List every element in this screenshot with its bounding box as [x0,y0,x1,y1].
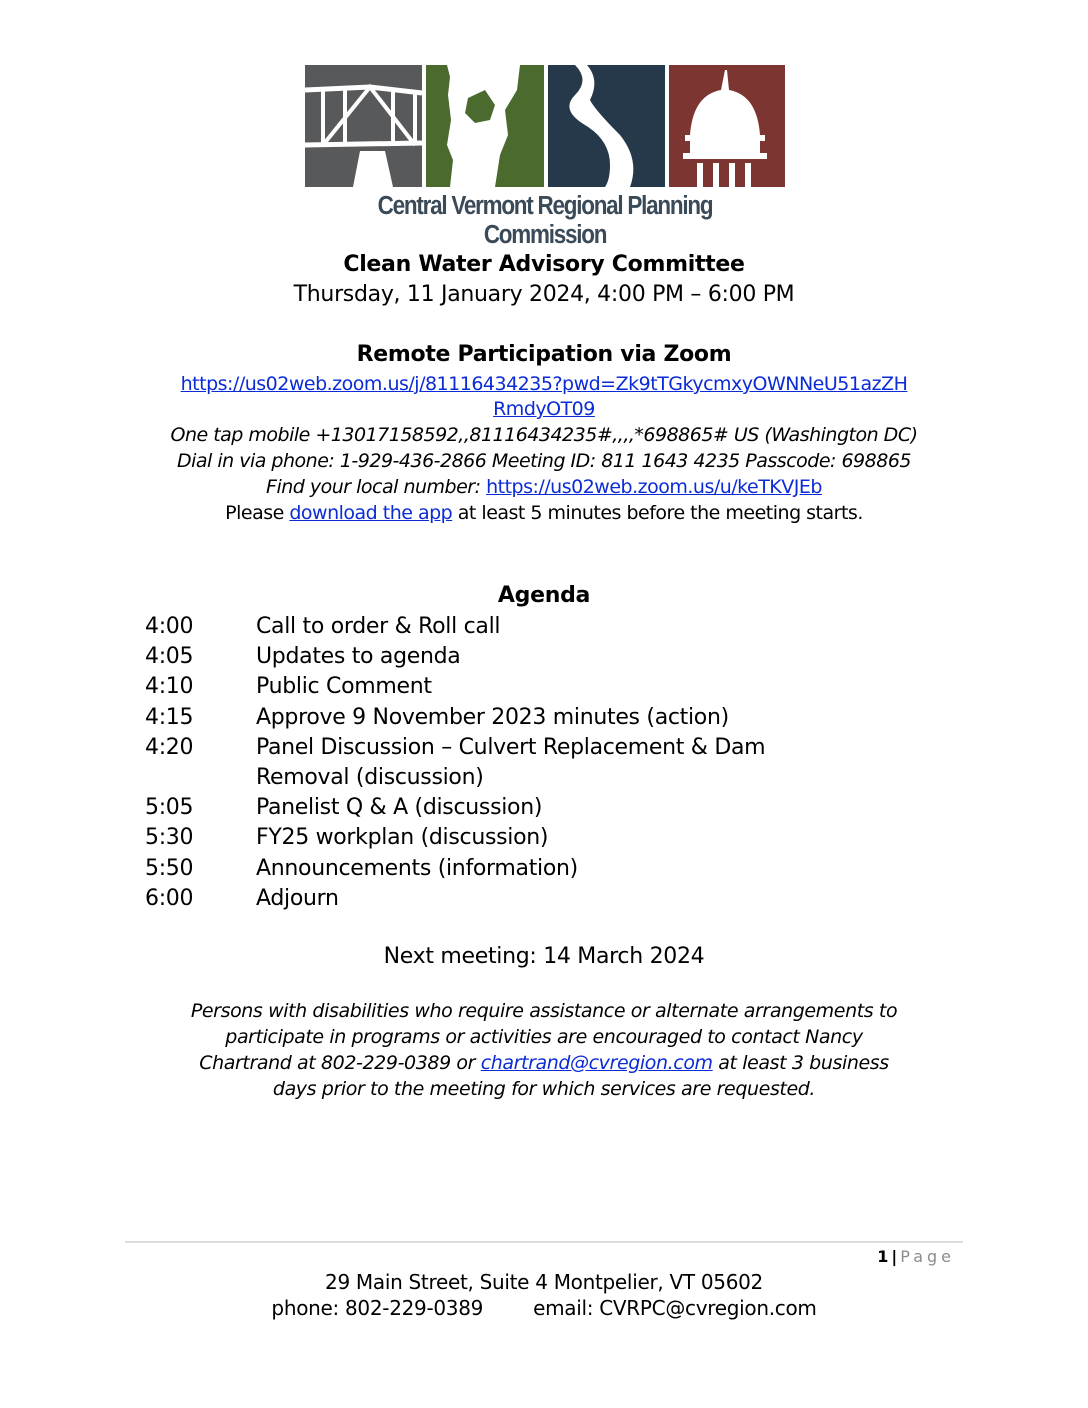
next-meeting: Next meeting: 14 March 2024 [383,944,705,969]
agenda-text: Panelist Q & A (discussion) [256,795,543,821]
bridge-icon [305,65,422,187]
logo-org-name: Central Vermont Regional Planning Commission [377,192,713,249]
agenda-text: Panel Discussion – Culvert Replacement & Dam [256,734,766,760]
agenda-text: Call to order & Roll call [256,614,501,639]
agenda-heading: Agenda [497,583,591,608]
agenda-time: 4:15 [145,704,194,730]
download-suffix: at least 5 minutes before the meeting starts. [452,502,863,524]
notice-line: participate in programs or activities are encouraged to contact Nancy [225,1026,863,1048]
zoom-link-line1[interactable] [0,373,1088,395]
agenda-list [145,612,965,914]
agenda-item [145,672,965,702]
agenda-item [145,884,965,914]
agenda-time: 4:20 [145,734,194,760]
agenda-item [145,823,965,853]
agenda-time: 5:30 [145,825,194,851]
committee-title: Clean Water Advisory Committee [343,252,745,277]
accessibility-notice [120,998,968,1102]
vermont-map-icon [426,65,544,187]
agenda-time: 6:00 [145,885,194,911]
agenda-time: 4:00 [145,614,194,639]
agenda-text: Updates to agenda [256,644,461,670]
footer-phone: phone: 802-229-0389 [271,1296,484,1320]
download-prefix: Please [225,502,290,524]
agenda-item [145,854,965,884]
page-number-value: 1 [877,1247,889,1266]
meeting-datetime: Thursday, 11 January 2024, 4:00 PM – 6:00 PM [293,282,795,307]
capitol-dome-icon [669,65,785,187]
footer-address: 29 Main Street, Suite 4 Montpelier, VT 05602 [325,1270,763,1294]
agenda-item [145,733,965,763]
find-local-label: Find your local number: [266,476,487,498]
river-icon [548,65,665,187]
footer-divider [125,1241,963,1243]
one-tap-mobile: One tap mobile +13017158592,,81116434235#,,,,*698865# US (Washington DC) [170,424,918,446]
agenda-text: FY25 workplan (discussion) [256,825,549,851]
agenda-text: Announcements (information) [256,855,578,881]
agenda-text: Adjourn [256,885,339,911]
agenda-item [145,793,965,823]
notice-line: Persons with disabilities who require assistance or alternate arrangements to [190,1000,898,1022]
remote-heading: Remote Participation via Zoom [356,342,732,367]
notice-suffix: at least 3 business [712,1052,889,1074]
contact-email-link[interactable]: chartrand@cvregion.com [480,1052,713,1074]
page-separator: | [891,1247,898,1266]
agenda-text: Public Comment [256,674,432,700]
zoom-meeting-link-cont[interactable]: RmdyOT09 [493,398,595,420]
download-app-link[interactable]: download the app [289,502,453,524]
find-local-link[interactable]: https://us02web.zoom.us/u/keTKVJEb [486,476,822,498]
agenda-item [145,612,965,642]
page-label: Page [900,1247,955,1266]
agenda-time: 5:05 [145,795,194,821]
notice-line: days prior to the meeting for which services are requested. [272,1078,816,1100]
agenda-text-cont: Removal (discussion) [256,765,484,791]
agenda-text: Approve 9 November 2023 minutes (action) [256,704,729,730]
agenda-item [145,703,965,733]
agenda-time: 4:05 [145,644,194,670]
agenda-item-continuation [145,763,965,793]
find-local-number [0,476,1088,498]
download-instruction [0,502,1088,524]
zoom-link-line2[interactable] [0,398,1088,420]
zoom-meeting-link[interactable]: https://us02web.zoom.us/j/81116434235?pwd=Zk9tTGkycmxyOWNNeU51azZH [180,373,908,395]
agenda-time: 4:10 [145,674,194,700]
agenda-time: 5:50 [145,855,194,881]
notice-prefix: Chartrand at 802-229-0389 or [199,1052,481,1074]
agenda-item [145,642,965,672]
page-number [840,1247,955,1266]
footer-email: email: CVRPC@cvregion.com [533,1296,817,1320]
notice-line [120,1050,968,1076]
dial-in-info: Dial in via phone: 1-929-436-2866 Meeting ID: 811 1643 4235 Passcode: 698865 [176,450,911,472]
cvrpc-logo [305,65,785,249]
footer-contact [0,1296,1088,1320]
